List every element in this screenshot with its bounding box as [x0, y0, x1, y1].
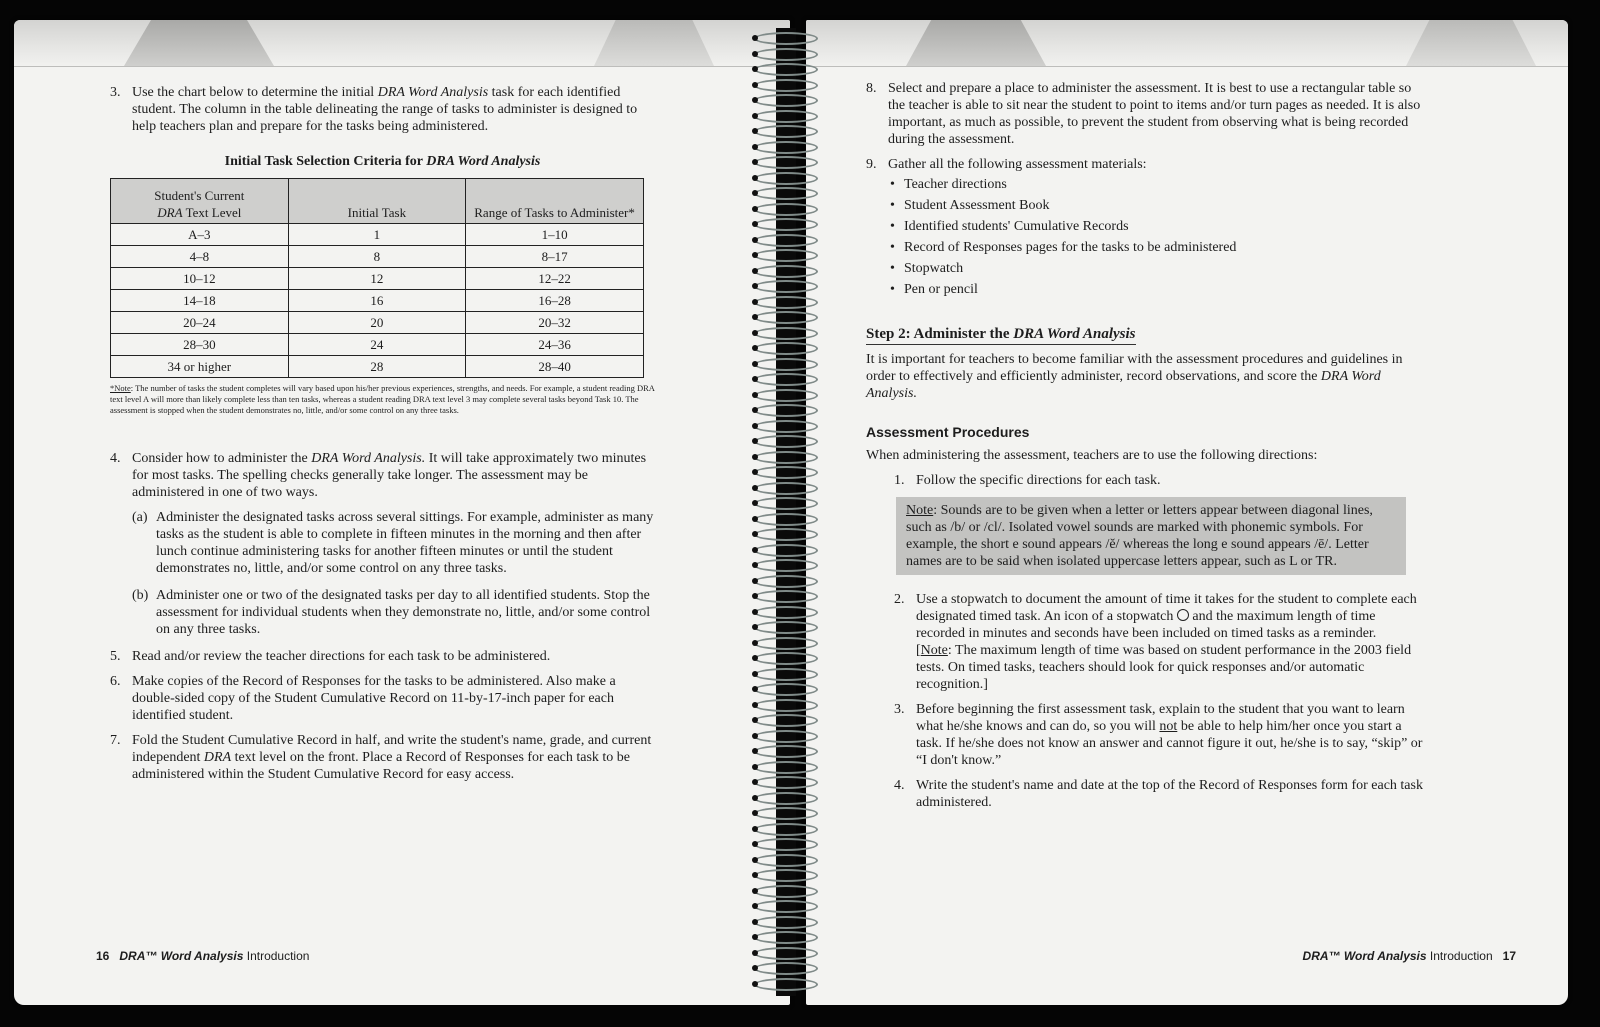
spiral-coil [754, 823, 818, 836]
punch-hole [752, 640, 758, 646]
punch-hole [752, 764, 758, 770]
punch-hole [752, 252, 758, 258]
punch-hole [752, 624, 758, 630]
spiral-coil [754, 931, 818, 944]
punch-hole [752, 485, 758, 491]
punch-hole [752, 826, 758, 832]
spiral-coil [754, 621, 818, 634]
spiral-coil [754, 342, 818, 355]
spiral-binding [748, 28, 824, 996]
spiral-coil [754, 513, 818, 526]
spiral-coil [754, 249, 818, 262]
list-item: • Identified students' Cumulative Records [888, 218, 1426, 235]
table-row: 28–30 24 24–36 [111, 334, 644, 356]
spiral-coil [754, 497, 818, 510]
list-item-7: 7. Fold the Student Cumulative Record in half, and write the student's name, grade, and current independent DRA text level on the front. Place a Record of Responses for each task to be administered within the Student Cumulative Record for easy access. [110, 733, 652, 782]
spiral-coil [754, 606, 818, 619]
left-page-footer: 16 DRA™ Word Analysis Introduction [96, 949, 310, 963]
sub-item-a: (a) Administer the designated tasks across several sittings. For example, administer as many tasks as the student is able to complete in fifteen minutes in the morning and then after lunch continue administering tasks for another fifteen minutes or until the student demonstrates no, little, and/or some control on any three tasks. [132, 510, 654, 576]
spiral-coil [754, 699, 818, 712]
spiral-coil [754, 280, 818, 293]
procedure-item-3: 3. Before beginning the first assessment task, explain to the student that you want to learn what he/she knows and can do, so you will not be able to help him/her once you start a task. If he/she does not know an answer and cannot figure it out, he/she is to say, “skip” or “I don't know.” [894, 702, 1423, 768]
header-rule [806, 66, 1568, 67]
step-2-heading: Step 2: Administer the DRA Word Analysis [866, 326, 1136, 345]
spiral-coil [754, 761, 818, 774]
punch-hole [752, 686, 758, 692]
spiral-coil [754, 683, 818, 696]
punch-hole [752, 609, 758, 615]
punch-hole [752, 593, 758, 599]
spiral-coil [754, 48, 818, 61]
assessment-procedures-heading: Assessment Procedures [866, 424, 1030, 440]
left-page-header-band [14, 20, 790, 66]
punch-hole [752, 702, 758, 708]
punch-hole [752, 469, 758, 475]
list-item-6: 6. Make copies of the Record of Responses for the tasks to be administered. Also make a double-sided copy of the Student Cumulative Record on 11-by-17-inch paper for each identified student. [110, 674, 616, 723]
punch-hole [752, 888, 758, 894]
punch-hole [752, 841, 758, 847]
spiral-coil [754, 63, 818, 76]
header-decoration [906, 20, 1046, 66]
spiral-coil [754, 218, 818, 231]
punch-hole [752, 547, 758, 553]
sounds-note-box: Note: Sounds are to be given when a letter or letters appear between diagonal lines, such as /b/ or /cl/. Isolated vowel sounds are marked with phonemic symbols. For example, the short e sound appears /ĕ/ whereas the long e sound appears /ē/. Letter names are to be said when isolated uppercase letters appear, such as L or TR. [896, 497, 1406, 575]
spiral-coil [754, 652, 818, 665]
punch-hole [752, 717, 758, 723]
spiral-coil [754, 637, 818, 650]
header-rule [14, 66, 790, 67]
punch-hole [752, 454, 758, 460]
spiral-coil [754, 187, 818, 200]
table-row: 10–12 12 12–22 [111, 268, 644, 290]
punch-hole [752, 128, 758, 134]
punch-hole [752, 407, 758, 413]
punch-hole [752, 314, 758, 320]
spiral-coil [754, 451, 818, 464]
punch-hole [752, 392, 758, 398]
list-item-5: 5. Read and/or review the teacher directions for each task to be administered. [110, 649, 551, 664]
header-decoration [594, 20, 714, 66]
punch-hole [752, 159, 758, 165]
punch-hole [752, 113, 758, 119]
right-page-footer: DRA™ Word Analysis Introduction 17 [1302, 949, 1516, 963]
table-caption: Initial Task Selection Criteria for DRA Word Analysis [224, 154, 541, 169]
spiral-coil [754, 792, 818, 805]
punch-hole [752, 97, 758, 103]
punch-hole [752, 500, 758, 506]
procedure-item-2: 2. Use a stopwatch to document the amount of time it takes for the student to complete each designated timed task. An icon of a stopwatch and the maximum length of time recorded in minutes and seconds have been included on timed tasks as a reminder. [Note: The maximum length of time was based on student performance in the 2003 field tests. On timed tasks, teachers should look for quick responses and/or automatic recognition.] [894, 592, 1417, 692]
punch-hole [752, 562, 758, 568]
punch-hole [752, 934, 758, 940]
spiral-coil [754, 544, 818, 557]
spiral-coil [754, 172, 818, 185]
list-item-9: 9. Gather all the following assessment materials: • Teacher directions • Student Assessment Book • Identified students' Cumulative Records • Record of Responses pages for the tasks to be administered • Stopwatch • Pen or pencil [866, 156, 1426, 298]
spiral-coil [754, 854, 818, 867]
spiral-coil [754, 404, 818, 417]
punch-hole [752, 376, 758, 382]
spiral-coil [754, 203, 818, 216]
punch-hole [752, 779, 758, 785]
table-row: 14–18 16 16–28 [111, 290, 644, 312]
spiral-coil [754, 978, 818, 991]
punch-hole [752, 795, 758, 801]
page-number: 17 [1502, 949, 1516, 963]
table-header-text-level: Student's Current DRA Text Level [111, 179, 289, 224]
punch-hole [752, 361, 758, 367]
spiral-coil [754, 466, 818, 479]
procedure-item-4: 4. Write the student's name and date at the top of the Record of Responses form for each task administered. [894, 778, 1423, 810]
list-item: • Record of Responses pages for the tasks to be administered [888, 239, 1426, 256]
procedures-intro: When administering the assessment, teachers are to use the following directions: [866, 448, 1318, 463]
spiral-coil [754, 32, 818, 45]
punch-hole [752, 237, 758, 243]
spiral-coil [754, 885, 818, 898]
spiral-coil [754, 869, 818, 882]
punch-hole [752, 655, 758, 661]
punch-hole [752, 919, 758, 925]
spiral-coil [754, 156, 818, 169]
punch-hole [752, 345, 758, 351]
left-page [14, 20, 790, 1005]
right-page-content [866, 80, 1426, 819]
punch-hole [752, 872, 758, 878]
spiral-coil [754, 265, 818, 278]
punch-hole [752, 981, 758, 987]
spiral-coil [754, 373, 818, 386]
task-selection-table [110, 178, 644, 378]
punch-hole [752, 531, 758, 537]
punch-hole [752, 903, 758, 909]
spiral-coil [754, 296, 818, 309]
punch-hole [752, 671, 758, 677]
list-item-3: 3. Use the chart below to determine the initial DRA Word Analysis task for each identified student. The column in the table delineating the range of tasks to administer is designed to help teachers plan and prepare for the tasks being administered. [110, 85, 638, 134]
punch-hole [752, 82, 758, 88]
punch-hole [752, 733, 758, 739]
punch-hole [752, 66, 758, 72]
spiral-coil [754, 668, 818, 681]
spiral-coil [754, 559, 818, 572]
punch-hole [752, 283, 758, 289]
spiral-coil [754, 807, 818, 820]
punch-hole [752, 190, 758, 196]
list-item: • Teacher directions [888, 176, 1426, 193]
spiral-coil [754, 358, 818, 371]
list-item-8: 8. Select and prepare a place to administer the assessment. It is best to use a rectangular table so the teacher is able to sit near the student to point to items and/or turn pages as needed. It is also important, as much as possible, to prevent the student from observing what is being recorded during the assessment. [866, 81, 1421, 147]
left-page-content [110, 84, 655, 791]
spiral-coil [754, 482, 818, 495]
table-header-range: Range of Tasks to Administer* [466, 179, 644, 224]
step-2-paragraph: It is important for teachers to become familiar with the assessment procedures and guidelines in order to effectively and efficiently administer, record observations, and score the DRA Word Analysis. [866, 352, 1403, 401]
spiral-coil [754, 962, 818, 975]
spiral-coil [754, 947, 818, 960]
punch-hole [752, 516, 758, 522]
page-number: 16 [96, 949, 110, 963]
spiral-coil [754, 575, 818, 588]
punch-hole [752, 268, 758, 274]
spiral-coil [754, 110, 818, 123]
punch-hole [752, 950, 758, 956]
procedure-item-1: 1. Follow the specific directions for each task. [894, 473, 1161, 488]
spiral-coil [754, 590, 818, 603]
spiral-coil [754, 327, 818, 340]
punch-hole [752, 810, 758, 816]
spiral-coil [754, 776, 818, 789]
table-row: 34 or higher 28 28–40 [111, 356, 644, 378]
list-item: • Stopwatch [888, 260, 1426, 277]
spiral-coil [754, 79, 818, 92]
header-decoration [1406, 20, 1536, 66]
table-row: 20–24 20 20–32 [111, 312, 644, 334]
table-footnote: *Note: The number of tasks the student completes will vary based upon his/her previous experiences, strengths, and needs. For example, a student reading DRA text level A will more than likely complete less than ten tasks, whereas a student reading DRA text level 3 may complete several tasks beyond Task 10. The assessment is stopped when the student demonstrates no, little, and/or some control on any three tasks. [110, 383, 655, 415]
header-decoration [124, 20, 274, 66]
spiral-coil [754, 745, 818, 758]
table-header-initial-task: Initial Task [288, 179, 465, 224]
punch-hole [752, 438, 758, 444]
sub-item-b: (b) Administer one or two of the designated tasks per day to all identified students. Stop the assessment for individual students when they demonstrate no, little, and/or some control on any three tasks. [132, 588, 651, 637]
punch-hole [752, 423, 758, 429]
list-item: • Pen or pencil [888, 281, 1426, 298]
punch-hole [752, 330, 758, 336]
spiral-coil [754, 141, 818, 154]
spiral-coil [754, 94, 818, 107]
spiral-coil [754, 916, 818, 929]
spiral-coil [754, 838, 818, 851]
spiral-coil [754, 528, 818, 541]
punch-hole [752, 35, 758, 41]
punch-hole [752, 857, 758, 863]
materials-list [888, 176, 1426, 298]
spiral-coil [754, 435, 818, 448]
list-item: • Student Assessment Book [888, 197, 1426, 214]
table-row: 4–8 8 8–17 [111, 246, 644, 268]
stopwatch-icon [1177, 609, 1189, 621]
punch-hole [752, 221, 758, 227]
punch-hole [752, 51, 758, 57]
spiral-coil [754, 125, 818, 138]
punch-hole [752, 299, 758, 305]
punch-hole [752, 748, 758, 754]
punch-hole [752, 144, 758, 150]
right-page [806, 20, 1568, 1005]
punch-hole [752, 175, 758, 181]
spiral-coil [754, 900, 818, 913]
spiral-coil [754, 420, 818, 433]
spiral-coil [754, 234, 818, 247]
table-row: A–3 1 1–10 [111, 224, 644, 246]
list-item-4: 4. Consider how to administer the DRA Word Analysis. It will take approximately two minutes for most tasks. The spelling checks generally take longer. The assessment may be administered in one of two ways. (a) Administer the designated tasks across several sittings. For example, administer as many tasks as the student is able to complete in fifteen minutes in the morning and then after lunch continue administering tasks for another fifteen minutes or until the student demonstrates no, little, and/or some control on any three tasks. (b) Administer one or two of the designated tasks per day to all identified students. Stop the assessment for individual students when they demonstrate no, little, and/or some control on any three tasks. [110, 451, 654, 637]
spiral-coil [754, 714, 818, 727]
punch-hole [752, 578, 758, 584]
spiral-coil [754, 311, 818, 324]
punch-hole [752, 206, 758, 212]
punch-hole [752, 965, 758, 971]
spiral-coil [754, 730, 818, 743]
spiral-coil [754, 389, 818, 402]
right-page-header-band [806, 20, 1568, 66]
